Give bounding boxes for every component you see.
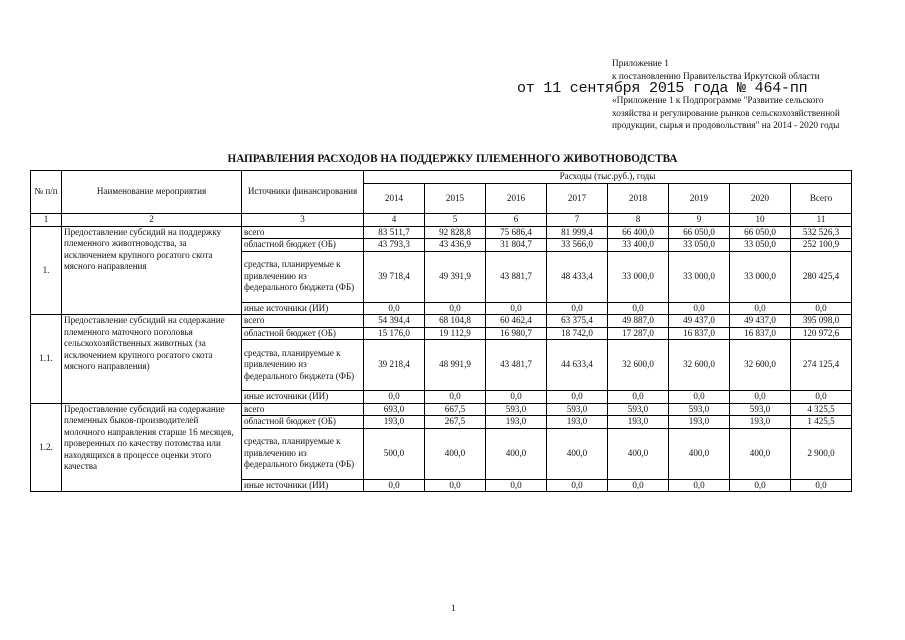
value-cell: 500,0 [364,428,425,479]
page-title: НАПРАВЛЕНИЯ РАСХОДОВ НА ПОДДЕРЖКУ ПЛЕМЕННОГО ЖИВОТНОВОДСТВА [227,153,678,165]
funding-source: иные источники (ИИ) [242,302,364,315]
year-header: 2017 [547,184,608,214]
header-line-1: Приложение 1 [612,59,669,69]
col-header-expenses: Расходы (тыс.руб.), годы [364,171,852,184]
value-cell: 0,0 [730,479,791,492]
col-header-name: Наименование мероприятия [62,171,242,214]
value-cell: 0,0 [730,391,791,404]
value-cell: 33 000,0 [730,251,791,302]
funding-source: областной бюджет (ОБ) [242,327,364,340]
value-cell: 43 436,9 [425,239,486,252]
row-number: 1.1. [31,315,62,404]
value-cell: 44 633,4 [547,340,608,391]
table-row [31,226,852,239]
value-cell: 0,0 [669,479,730,492]
header-line-2: к постановлению Правительства Иркутской области [612,71,820,82]
value-cell: 49 391,9 [425,251,486,302]
value-cell: 43 481,7 [486,340,547,391]
expenses-table [30,170,852,492]
value-cell: 193,0 [364,416,425,429]
value-cell: 19 112,9 [425,327,486,340]
funding-source: всего [242,315,364,328]
value-cell: 0,0 [364,391,425,404]
value-cell: 33 000,0 [669,251,730,302]
year-header: 2020 [730,184,791,214]
row-number: 1.2. [31,403,62,492]
value-cell: 16 837,0 [669,327,730,340]
column-number: 6 [486,214,547,227]
value-cell: 16 837,0 [730,327,791,340]
measure-name: Предоставление субсидий на содержание племенных быков-производителей молочного направления старше 16 месяцев, проверенных по качеству потомства или находящихся в процессе оценки этого качества [62,403,242,492]
value-cell: 667,5 [425,403,486,416]
value-cell: 400,0 [547,428,608,479]
appendix-note: «Приложение 1 к Подпрограмме "Развитие сельского хозяйства и регулирование рынков сельскохозяйственной продукции, сырья и продовольствия" на 2014 - 2020 годы [612,96,840,132]
value-cell: 0,0 [547,302,608,315]
value-cell: 66 400,0 [608,226,669,239]
value-cell: 193,0 [669,416,730,429]
year-header: 2014 [364,184,425,214]
total-cell: 1 425,5 [791,416,852,429]
year-header: 2015 [425,184,486,214]
value-cell: 60 462,4 [486,315,547,328]
value-cell: 193,0 [547,416,608,429]
table-row [31,403,852,416]
total-cell: 252 100,9 [791,239,852,252]
total-cell: 0,0 [791,391,852,404]
value-cell: 31 804,7 [486,239,547,252]
value-cell: 16 980,7 [486,327,547,340]
value-cell: 39 718,4 [364,251,425,302]
total-cell: 0,0 [791,302,852,315]
table-row [31,315,852,328]
value-cell: 0,0 [547,479,608,492]
value-cell: 48 991,9 [425,340,486,391]
value-cell: 81 999,4 [547,226,608,239]
value-cell: 593,0 [669,403,730,416]
value-cell: 32 600,0 [608,340,669,391]
value-cell: 0,0 [425,479,486,492]
value-cell: 0,0 [608,391,669,404]
value-cell: 48 433,4 [547,251,608,302]
measure-name: Предоставление субсидий на содержание племенного маточного поголовья сельскохозяйственных животных (за исключением крупного рогатого скота мясного направления) [62,315,242,404]
table-body [31,226,852,492]
value-cell: 0,0 [547,391,608,404]
value-cell: 15 176,0 [364,327,425,340]
column-number: 5 [425,214,486,227]
funding-source: средства, планируемые к привлечению из федерального бюджета (ФБ) [242,340,364,391]
row-number: 1. [31,226,62,315]
total-cell: 4 325,5 [791,403,852,416]
value-cell: 400,0 [425,428,486,479]
funding-source: областной бюджет (ОБ) [242,416,364,429]
value-cell: 693,0 [364,403,425,416]
column-numbers-row [31,214,852,227]
funding-source: средства, планируемые к привлечению из федерального бюджета (ФБ) [242,428,364,479]
value-cell: 0,0 [364,479,425,492]
total-cell: 120 972,6 [791,327,852,340]
value-cell: 193,0 [730,416,791,429]
value-cell: 18 742,0 [547,327,608,340]
column-number: 7 [547,214,608,227]
decree-stamp: от 11 сентября 2015 года № 464-пп [517,80,808,97]
funding-source: всего [242,226,364,239]
total-cell: 0,0 [791,479,852,492]
value-cell: 400,0 [730,428,791,479]
column-number: 1 [31,214,62,227]
column-number: 10 [730,214,791,227]
value-cell: 33 400,0 [608,239,669,252]
value-cell: 33 050,0 [669,239,730,252]
funding-source: средства, планируемые к привлечению из федерального бюджета (ФБ) [242,251,364,302]
value-cell: 32 600,0 [669,340,730,391]
value-cell: 400,0 [669,428,730,479]
value-cell: 66 050,0 [730,226,791,239]
col-header-no: № п/п [31,171,62,214]
value-cell: 49 437,0 [669,315,730,328]
funding-source: иные источники (ИИ) [242,479,364,492]
funding-source: областной бюджет (ОБ) [242,239,364,252]
value-cell: 68 104,8 [425,315,486,328]
total-cell: 2 900,0 [791,428,852,479]
measure-name: Предоставление субсидий на поддержку племенного животноводства, за исключением крупного рогатого скота мясного направления [62,226,242,315]
value-cell: 193,0 [486,416,547,429]
value-cell: 33 050,0 [730,239,791,252]
value-cell: 43 881,7 [486,251,547,302]
value-cell: 17 287,0 [608,327,669,340]
value-cell: 54 394,4 [364,315,425,328]
year-header: 2016 [486,184,547,214]
value-cell: 49 887,0 [608,315,669,328]
col-header-source: Источники финансирования [242,171,364,214]
column-number: 11 [791,214,852,227]
value-cell: 63 375,4 [547,315,608,328]
value-cell: 593,0 [547,403,608,416]
value-cell: 400,0 [608,428,669,479]
column-number: 8 [608,214,669,227]
value-cell: 75 686,4 [486,226,547,239]
value-cell: 593,0 [730,403,791,416]
column-number: 4 [364,214,425,227]
column-number: 3 [242,214,364,227]
value-cell: 49 437,0 [730,315,791,328]
value-cell: 0,0 [669,391,730,404]
value-cell: 0,0 [608,479,669,492]
value-cell: 593,0 [486,403,547,416]
value-cell: 92 828,8 [425,226,486,239]
value-cell: 0,0 [486,479,547,492]
total-cell: 274 125,4 [791,340,852,391]
value-cell: 267,5 [425,416,486,429]
total-cell: 395 098,0 [791,315,852,328]
column-number: 9 [669,214,730,227]
value-cell: 193,0 [608,416,669,429]
funding-source: иные источники (ИИ) [242,391,364,404]
funding-source: всего [242,403,364,416]
value-cell: 0,0 [425,302,486,315]
value-cell: 66 050,0 [669,226,730,239]
value-cell: 400,0 [486,428,547,479]
year-header: 2019 [669,184,730,214]
value-cell: 83 511,7 [364,226,425,239]
value-cell: 0,0 [486,391,547,404]
value-cell: 39 218,4 [364,340,425,391]
page-number: 1 [451,604,456,614]
column-number: 2 [62,214,242,227]
year-header: 2018 [608,184,669,214]
value-cell: 43 793,3 [364,239,425,252]
value-cell: 593,0 [608,403,669,416]
total-cell: 280 425,4 [791,251,852,302]
value-cell: 0,0 [364,302,425,315]
value-cell: 32 600,0 [730,340,791,391]
value-cell: 0,0 [608,302,669,315]
value-cell: 0,0 [486,302,547,315]
value-cell: 0,0 [730,302,791,315]
total-cell: 532 526,3 [791,226,852,239]
col-header-total: Всего [791,184,852,214]
value-cell: 33 000,0 [608,251,669,302]
value-cell: 0,0 [425,391,486,404]
value-cell: 33 566,0 [547,239,608,252]
value-cell: 0,0 [669,302,730,315]
